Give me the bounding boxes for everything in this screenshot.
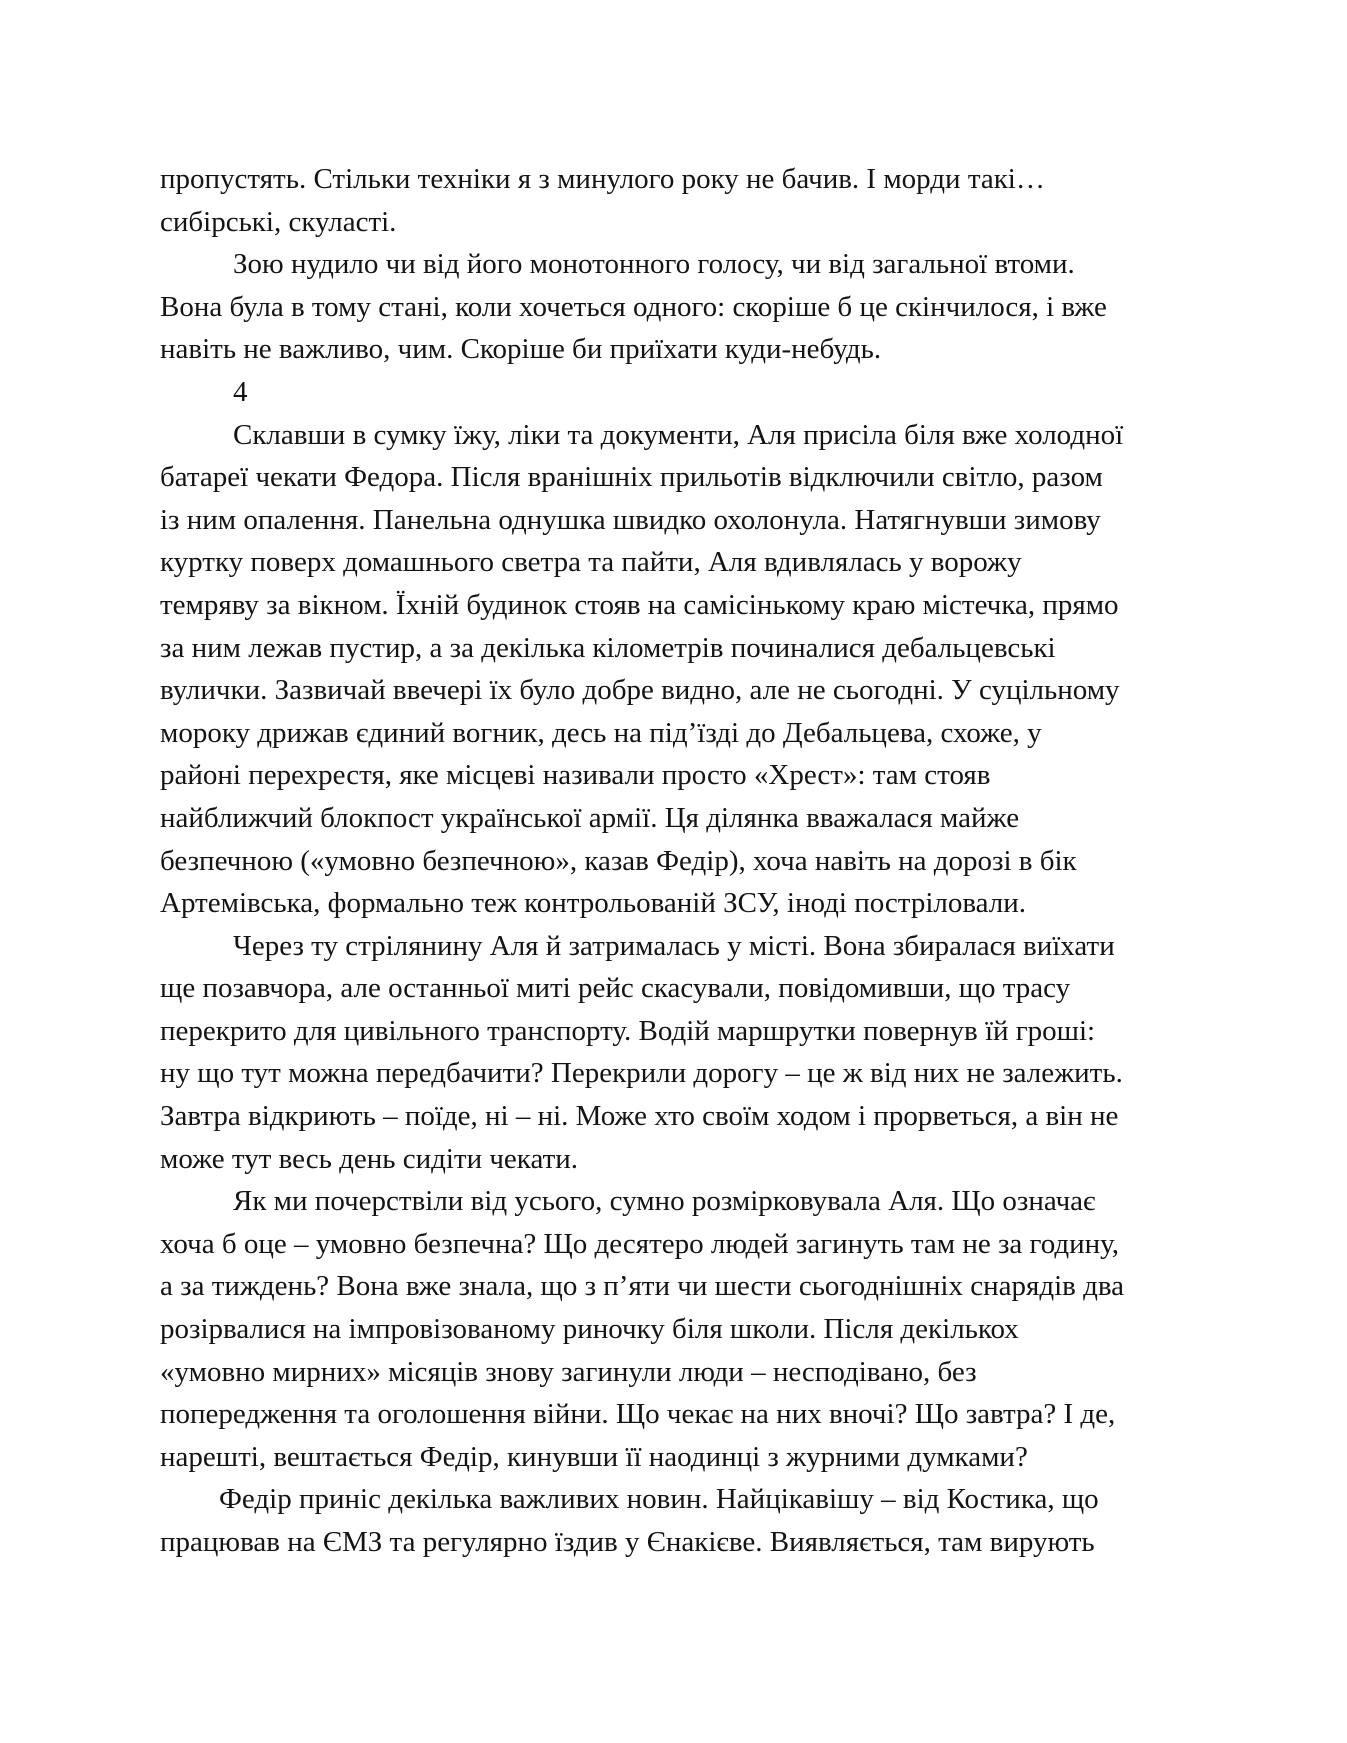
text-line: Вона була в тому стані, коли хочеться одного: скоріше б це скінчилося, і вже xyxy=(160,290,1107,323)
text-line: мороку дрижав єдиний вогник, десь на під’їзді до Дебальцева, схоже, у xyxy=(160,716,1042,749)
text-line: найближчий блокпост української армії. Ця ділянка вважалася майже xyxy=(160,801,1020,834)
text-line: із ним опалення. Панельна однушка швидко охолонула. Натягнувши зимову xyxy=(160,503,1101,536)
text-line: перекрито для цивільного транспорту. Водій маршрутки повернув їй гроші: xyxy=(160,1014,1096,1047)
text-line: може тут весь день сидіти чекати. xyxy=(160,1142,579,1175)
text-line: Як ми почерствіли від усього, сумно розмірковувала Аля. Що означає xyxy=(233,1185,1096,1218)
text-line: пропустять. Стільки техніки я з минулого року не бачив. І морди такі… xyxy=(160,163,1045,195)
text-line: попередження та оголошення війни. Що чекає на них вночі? Що завтра? І де, xyxy=(160,1398,1116,1431)
section-number: 4 xyxy=(233,375,248,408)
text-line: Федір приніс декілька важливих новин. Найцікавішу – від Костика, що xyxy=(219,1483,1099,1516)
text-line: розірвалися на імпровізованому риночку біля школи. Після декількох xyxy=(160,1313,1019,1346)
text-line: хоча б оце – умовно безпечна? Що десятеро людей загинуть там не за годину, xyxy=(160,1227,1120,1260)
text-line: сибірські, скуласті. xyxy=(160,205,397,238)
text-line: Зою нудило чи від його монотонного голосу, чи від загальної втоми. xyxy=(233,248,1075,281)
text-line: ще позавчора, але останньої миті рейс скасували, повідомивши, що трасу xyxy=(160,972,1071,1005)
text-line: Завтра відкриють – поїде, ні – ні. Може хто своїм ходом і прорветься, а він не xyxy=(160,1100,1119,1133)
text-line: навіть не важливо, чим. Скоріше би приїхати куди-небудь. xyxy=(160,333,882,366)
text-line: Склавши в сумку їжу, ліки та документи, Аля присіла біля вже холодної xyxy=(233,418,1124,451)
text-line: безпечною («умовно безпечною», казав Федір), хоча навіть на дорозі в бік xyxy=(160,844,1077,877)
text-line: вулички. Зазвичай ввечері їх було добре видно, але не сьогодні. У суцільному xyxy=(160,674,1120,707)
text-line: працював на ЄМЗ та регулярно їздив у Єнакієве. Виявляється, там вирують xyxy=(160,1526,1095,1558)
text-line: батареї чекати Федора. Після вранішніх прильотів відключили світло, разом xyxy=(160,461,1103,494)
text-line: темряву за вікном. Їхній будинок стояв на самісінькому краю містечка, прямо xyxy=(160,588,1119,621)
text-line: за ним лежав пустир, а за декілька кілометрів починалися дебальцевські xyxy=(160,631,1056,664)
text-line: Через ту стрілянину Аля й затрималась у місті. Вона збиралася виїхати xyxy=(233,929,1115,962)
text-line: нарешті, вештається Федір, кинувши її наодинці з журними думками? xyxy=(160,1440,1028,1473)
text-line: «умовно мирних» місяців знову загинули люди – несподівано, без xyxy=(160,1355,977,1388)
text-line: а за тиждень? Вона вже знала, що з п’яти чи шести сьогоднішніх снарядів два xyxy=(160,1270,1125,1303)
text-line: Артемівська, формально теж контрольованій ЗСУ, іноді постріловали. xyxy=(160,887,1027,920)
text-line: районі перехрестя, яке місцеві називали просто «Хрест»: там стояв xyxy=(160,759,991,792)
body-text xyxy=(160,158,1220,1564)
text-line: ну що тут можна передбачити? Перекрили дорогу – це ж від них не залежить. xyxy=(160,1057,1123,1090)
text-line: куртку поверх домашнього светра та пайти, Аля вдивлялась у ворожу xyxy=(160,546,1022,579)
